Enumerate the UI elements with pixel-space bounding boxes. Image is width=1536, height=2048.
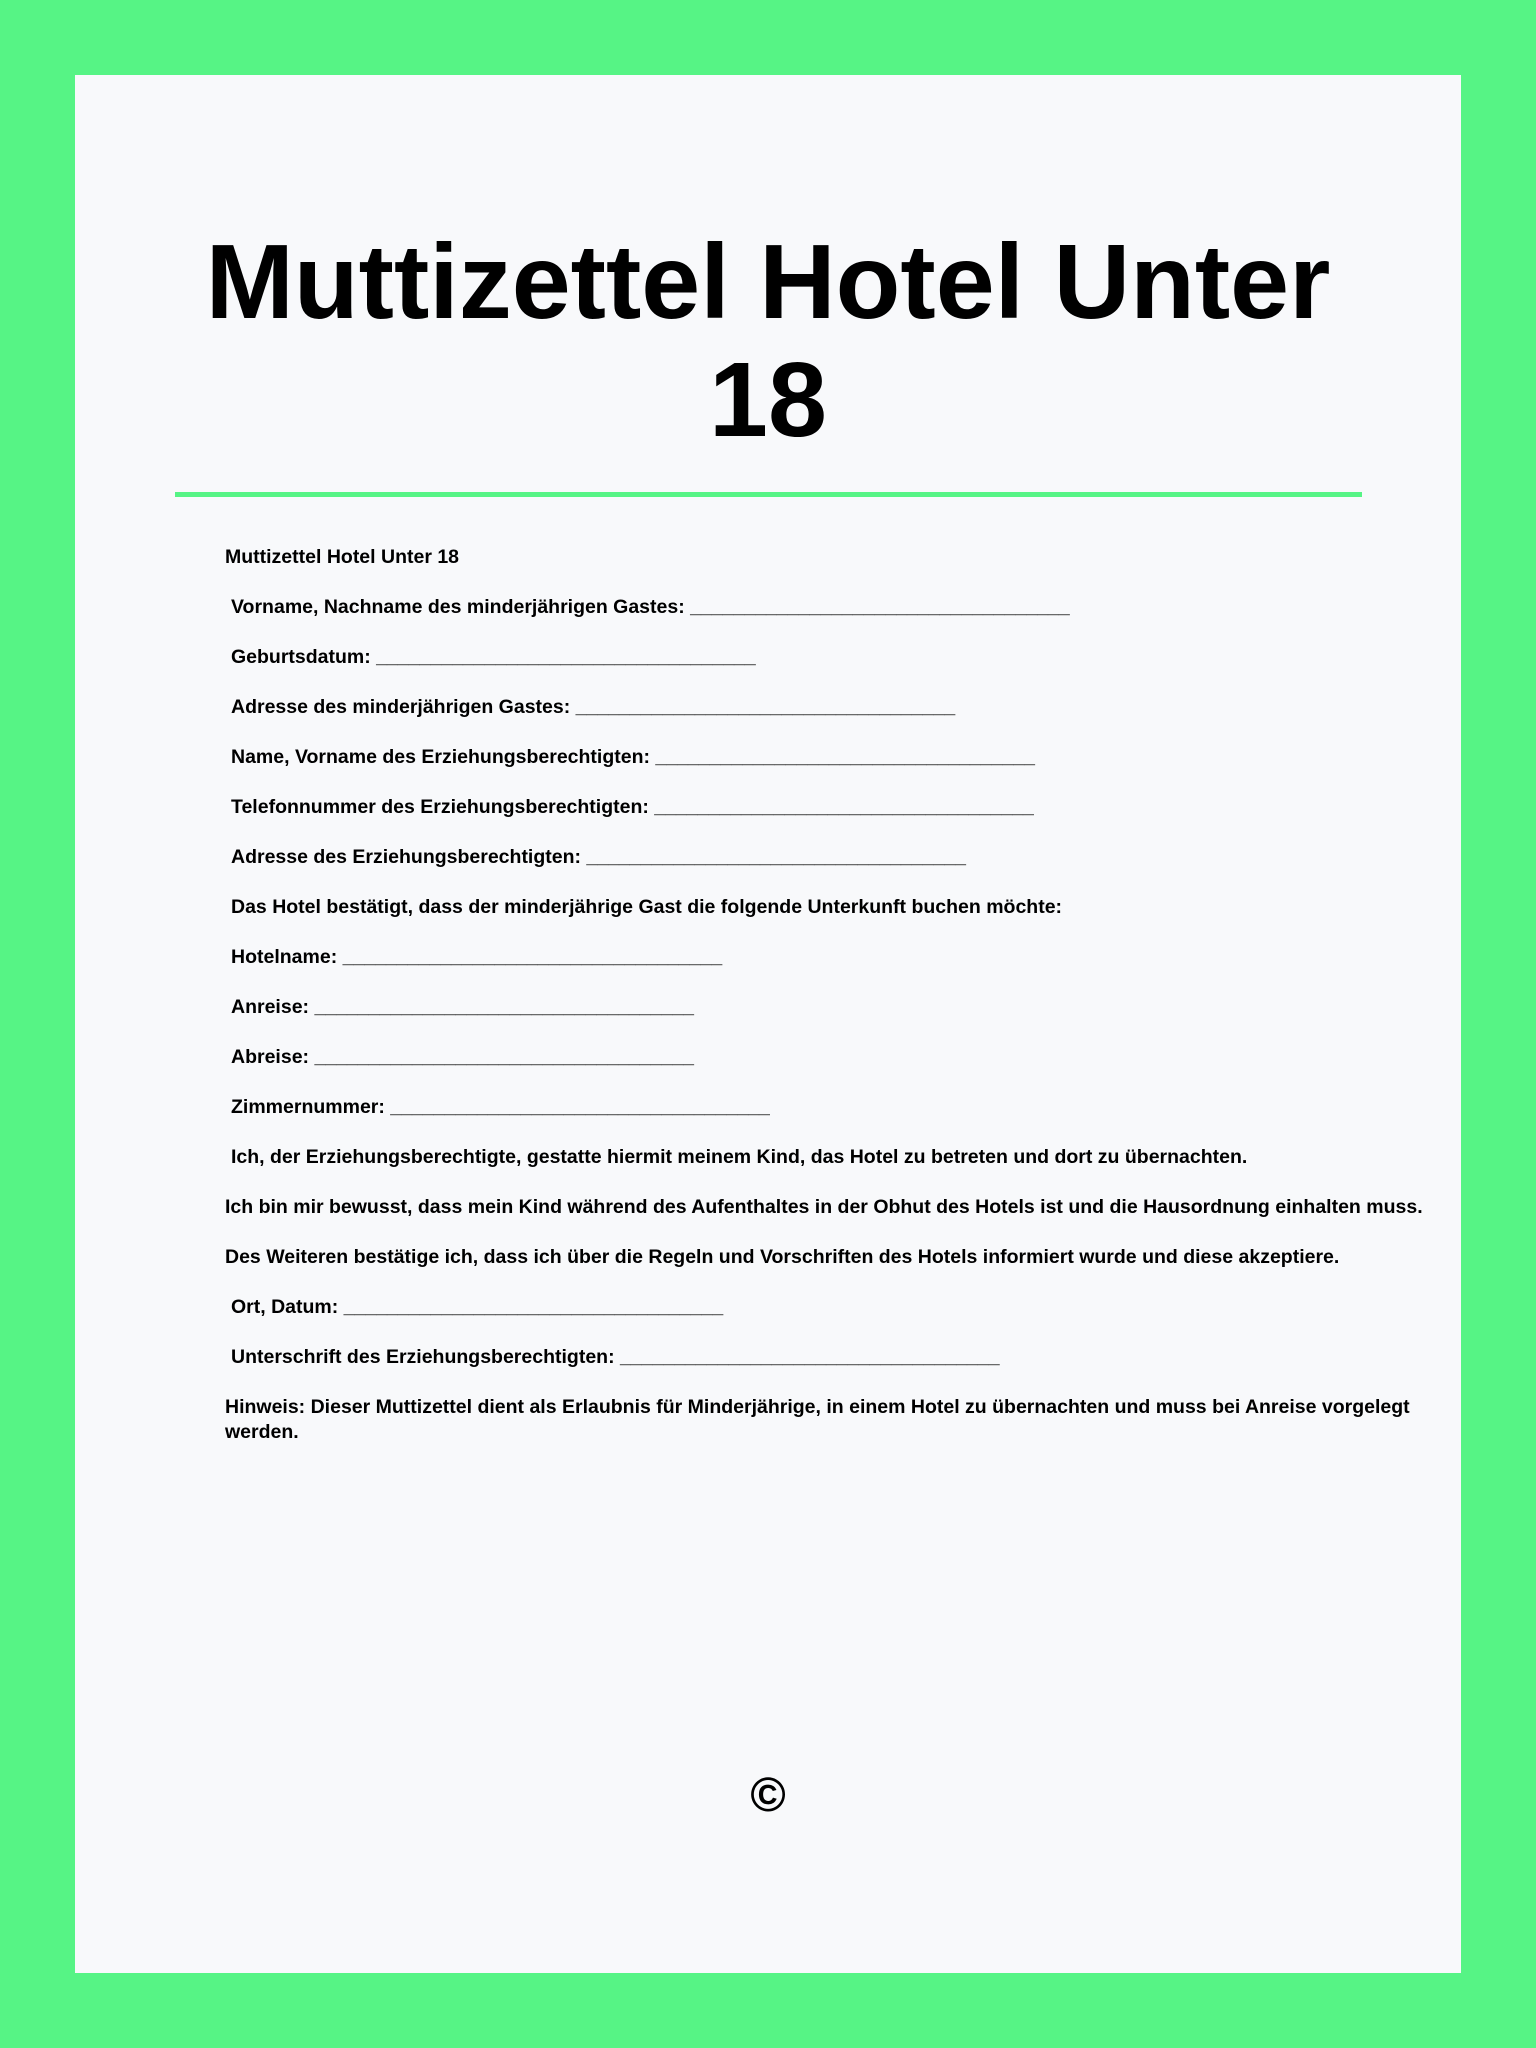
field-guardian-name: Name, Vorname des Erziehungsberechtigten: ___________________________________ bbox=[231, 746, 1035, 768]
document-page bbox=[75, 75, 1461, 1973]
rules-statement: Des Weiteren bestätige ich, dass ich über die Regeln und Vorschriften des Hotels informiert wurde und diese akzeptiere. bbox=[225, 1246, 1340, 1268]
permission-statement: Ich, der Erziehungsberechtigte, gestatte hiermit meinem Kind, das Hotel zu betreten und dort zu übernachten. bbox=[231, 1146, 1248, 1168]
field-guest-address: Adresse des minderjährigen Gastes: ___________________________________ bbox=[231, 696, 956, 718]
field-guardian-address: Adresse des Erziehungsberechtigten: ___________________________________ bbox=[231, 846, 967, 868]
awareness-statement: Ich bin mir bewusst, dass mein Kind während des Aufenthaltes in der Obhut des Hotels ist und die Hausordnung einhalten muss. bbox=[225, 1196, 1423, 1218]
hotel-confirmation-text: Das Hotel bestätigt, dass der minderjährige Gast die folgende Unterkunft buchen möchte: bbox=[231, 896, 1063, 918]
title-divider bbox=[175, 492, 1362, 497]
field-room-number: Zimmernummer: ___________________________________ bbox=[231, 1096, 770, 1118]
field-place-date: Ort, Datum: ___________________________________ bbox=[231, 1296, 724, 1318]
document-title: Muttizettel Hotel Unter 18 bbox=[205, 223, 1331, 459]
field-arrival: Anreise: ___________________________________ bbox=[231, 996, 695, 1018]
field-guardian-phone: Telefonnummer des Erziehungsberechtigten: ___________________________________ bbox=[231, 796, 1034, 818]
field-birthdate: Geburtsdatum: ___________________________________ bbox=[231, 646, 756, 668]
field-departure: Abreise: ___________________________________ bbox=[231, 1046, 695, 1068]
field-hotel-name: Hotelname: ___________________________________ bbox=[231, 946, 723, 968]
copyright-symbol: © bbox=[750, 1769, 786, 1822]
document-body bbox=[225, 545, 1435, 1470]
form-heading: Muttizettel Hotel Unter 18 bbox=[225, 546, 460, 568]
field-guest-name: Vorname, Nachname des minderjährigen Gastes: ___________________________________ bbox=[231, 596, 1070, 618]
field-guardian-signature: Unterschrift des Erziehungsberechtigten: ___________________________________ bbox=[231, 1346, 1000, 1368]
note-text: Hinweis: Dieser Muttizettel dient als Erlaubnis für Minderjährige, in einem Hotel zu übernachten und muss bei Anreise vorgelegt werden. bbox=[225, 1396, 1410, 1443]
